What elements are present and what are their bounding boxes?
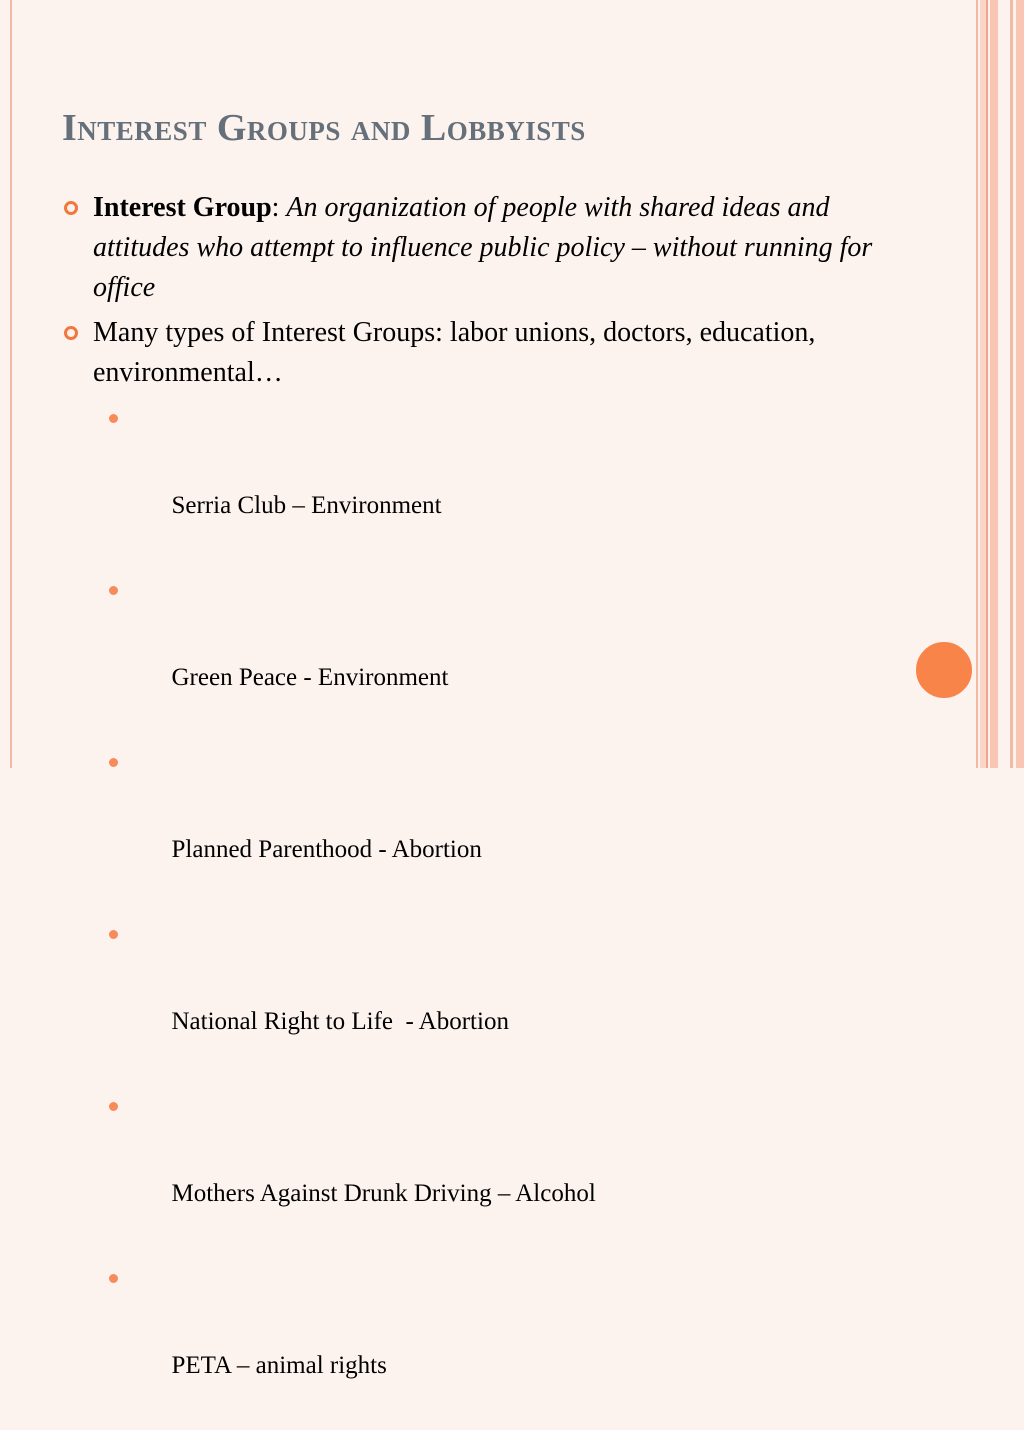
list-item-text: PETA – animal rights — [171, 1352, 387, 1379]
right-stripe — [1010, 0, 1013, 768]
right-stripe — [976, 0, 978, 768]
list-item — [109, 570, 882, 742]
list-item-text: Serria Club – Environment — [171, 492, 442, 519]
ring-bullet-icon — [64, 326, 78, 340]
list-item-text: Mothers Against Drunk Driving – Alcohol — [171, 1180, 596, 1207]
dot-bullet-icon — [109, 1102, 118, 1111]
list-item-text: Green Peace - Environment — [171, 664, 449, 691]
right-stripe — [990, 0, 998, 768]
slide-content — [62, 188, 882, 1430]
bullet-types — [62, 313, 882, 393]
ring-bullet-icon — [64, 201, 78, 215]
dot-bullet-icon — [109, 414, 118, 423]
list-item-text: Planned Parenthood - Abortion — [171, 836, 482, 863]
dot-bullet-icon — [109, 758, 118, 767]
dot-bullet-icon — [109, 586, 118, 595]
bullet-text: Many types of Interest Groups: labor unions, doctors, education, environmental… — [93, 317, 816, 388]
right-stripe — [986, 0, 988, 768]
decorative-dot — [913, 639, 975, 701]
list-item — [109, 1258, 882, 1430]
left-border — [0, 0, 12, 768]
list-item-text: National Right to Life - Abortion — [171, 1008, 509, 1035]
slide-title: Interest Groups and Lobbyists — [62, 107, 586, 149]
term-separator: : — [271, 192, 287, 223]
right-stripe — [1016, 0, 1024, 768]
examples-list — [62, 398, 882, 1430]
term: Interest Group — [93, 192, 272, 223]
bullet-interest-group — [62, 188, 882, 308]
dot-bullet-icon — [109, 930, 118, 939]
list-item — [109, 1086, 882, 1258]
list-item — [109, 398, 882, 570]
dot-bullet-icon — [109, 1274, 118, 1283]
list-item — [109, 914, 882, 1086]
definition: An organization of people with shared ideas and attitudes who attempt to influence public policy – without running for office — [93, 192, 873, 303]
